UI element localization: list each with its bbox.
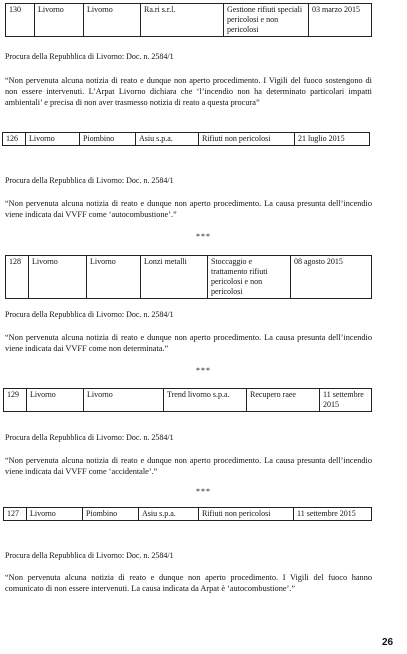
record-comune: Livorno [27, 389, 84, 412]
record-attivita: Rifiuti non pericolosi [199, 133, 295, 146]
record-data: 08 agosto 2015 [291, 256, 372, 299]
section-separator: *** [196, 487, 211, 496]
record-attivita: Rifiuti non pericolosi [199, 508, 294, 521]
record-comune: Livorno [29, 256, 87, 299]
table-row [6, 4, 372, 37]
section-separator: *** [196, 232, 211, 241]
record-number: 127 [4, 508, 27, 521]
record-ditta: Ra.ri s.r.l. [141, 4, 224, 37]
record-number: 126 [3, 133, 26, 146]
source-reference: Procura della Repubblica di Livorno: Doc. n. 2584/1 [5, 52, 174, 61]
record-number: 129 [4, 389, 27, 412]
record-data: 21 luglio 2015 [295, 133, 370, 146]
record-localita: Piombino [80, 133, 136, 146]
source-reference: Procura della Repubblica di Livorno: Doc. n. 2584/1 [5, 176, 174, 185]
record-table [5, 255, 372, 299]
record-localita: Piombino [83, 508, 139, 521]
source-reference: Procura della Repubblica di Livorno: Doc. n. 2584/1 [5, 433, 174, 442]
record-data: 11 settembre 2015 [294, 508, 372, 521]
record-localita: Livorno [87, 256, 141, 299]
record-ditta: Trend livorno s.p.a. [164, 389, 247, 412]
table-row [3, 133, 370, 146]
record-note: “Non pervenuta alcuna notizia di reato e dunque non aperto procedimento. La causa presunta dell’incendio viene indicata dai VVFF come non determinata.” [5, 333, 372, 353]
source-reference: Procura della Repubblica di Livorno: Doc. n. 2584/1 [5, 310, 174, 319]
record-attivita: Gestione rifiuti speciali pericolosi e non pericolosi [224, 4, 309, 37]
record-note: “Non pervenuta alcuna notizia di reato e dunque non aperto procedimento. La causa presunta dell’incendio viene indicata dai VVFF come ‘accidentale’.” [5, 456, 372, 476]
record-note: “Non pervenuta alcuna notizia di reato e dunque non aperto procedimento. La causa presunta dell’incendio viene indicata dai VVFF come ‘autocombustione’.” [5, 199, 372, 219]
record-table [2, 132, 370, 146]
record-comune: Livorno [26, 133, 80, 146]
table-row [6, 256, 372, 299]
section-separator: *** [196, 366, 211, 375]
record-note: “Non pervenuta alcuna notizia di reato e dunque non aperto procedimento. I Vigili del fuoco sostengono di non essere intervenuti. L’Arpat Livorno dichiara che ‘l’incendio non ha determinato particolari impatti ambientali’ e precisa di non aver trasmesso notizia di reato a questa procura” [5, 76, 372, 107]
record-ditta: Asiu s.p.a. [136, 133, 199, 146]
source-reference: Procura della Repubblica di Livorno: Doc. n. 2584/1 [5, 551, 174, 560]
table-row [4, 389, 372, 412]
page-number: 26 [382, 637, 394, 648]
record-localita: Livorno [84, 4, 141, 37]
record-localita: Livorno [84, 389, 164, 412]
record-ditta: Asiu s.p.a. [139, 508, 199, 521]
record-number: 128 [6, 256, 29, 299]
record-ditta: Lonzi metalli [141, 256, 208, 299]
record-table [3, 507, 372, 521]
record-attivita: Recupero raee [247, 389, 320, 412]
record-comune: Livorno [35, 4, 84, 37]
record-table [5, 3, 372, 37]
record-data: 03 marzo 2015 [309, 4, 372, 37]
record-table [3, 388, 372, 412]
record-number: 130 [6, 4, 35, 37]
record-note: “Non pervenuta alcuna notizia di reato e dunque non aperto procedimento. I Vigili del fuoco hanno comunicato di non essere intervenuti. La causa indicata da Arpat è ‘autocombustione’.” [5, 573, 372, 593]
record-data: 11 settembre 2015 [320, 389, 372, 412]
record-comune: Livorno [27, 508, 83, 521]
record-attivita: Stoccaggio e trattamento rifiuti pericolosi e non pericolosi [208, 256, 291, 299]
table-row [4, 508, 372, 521]
